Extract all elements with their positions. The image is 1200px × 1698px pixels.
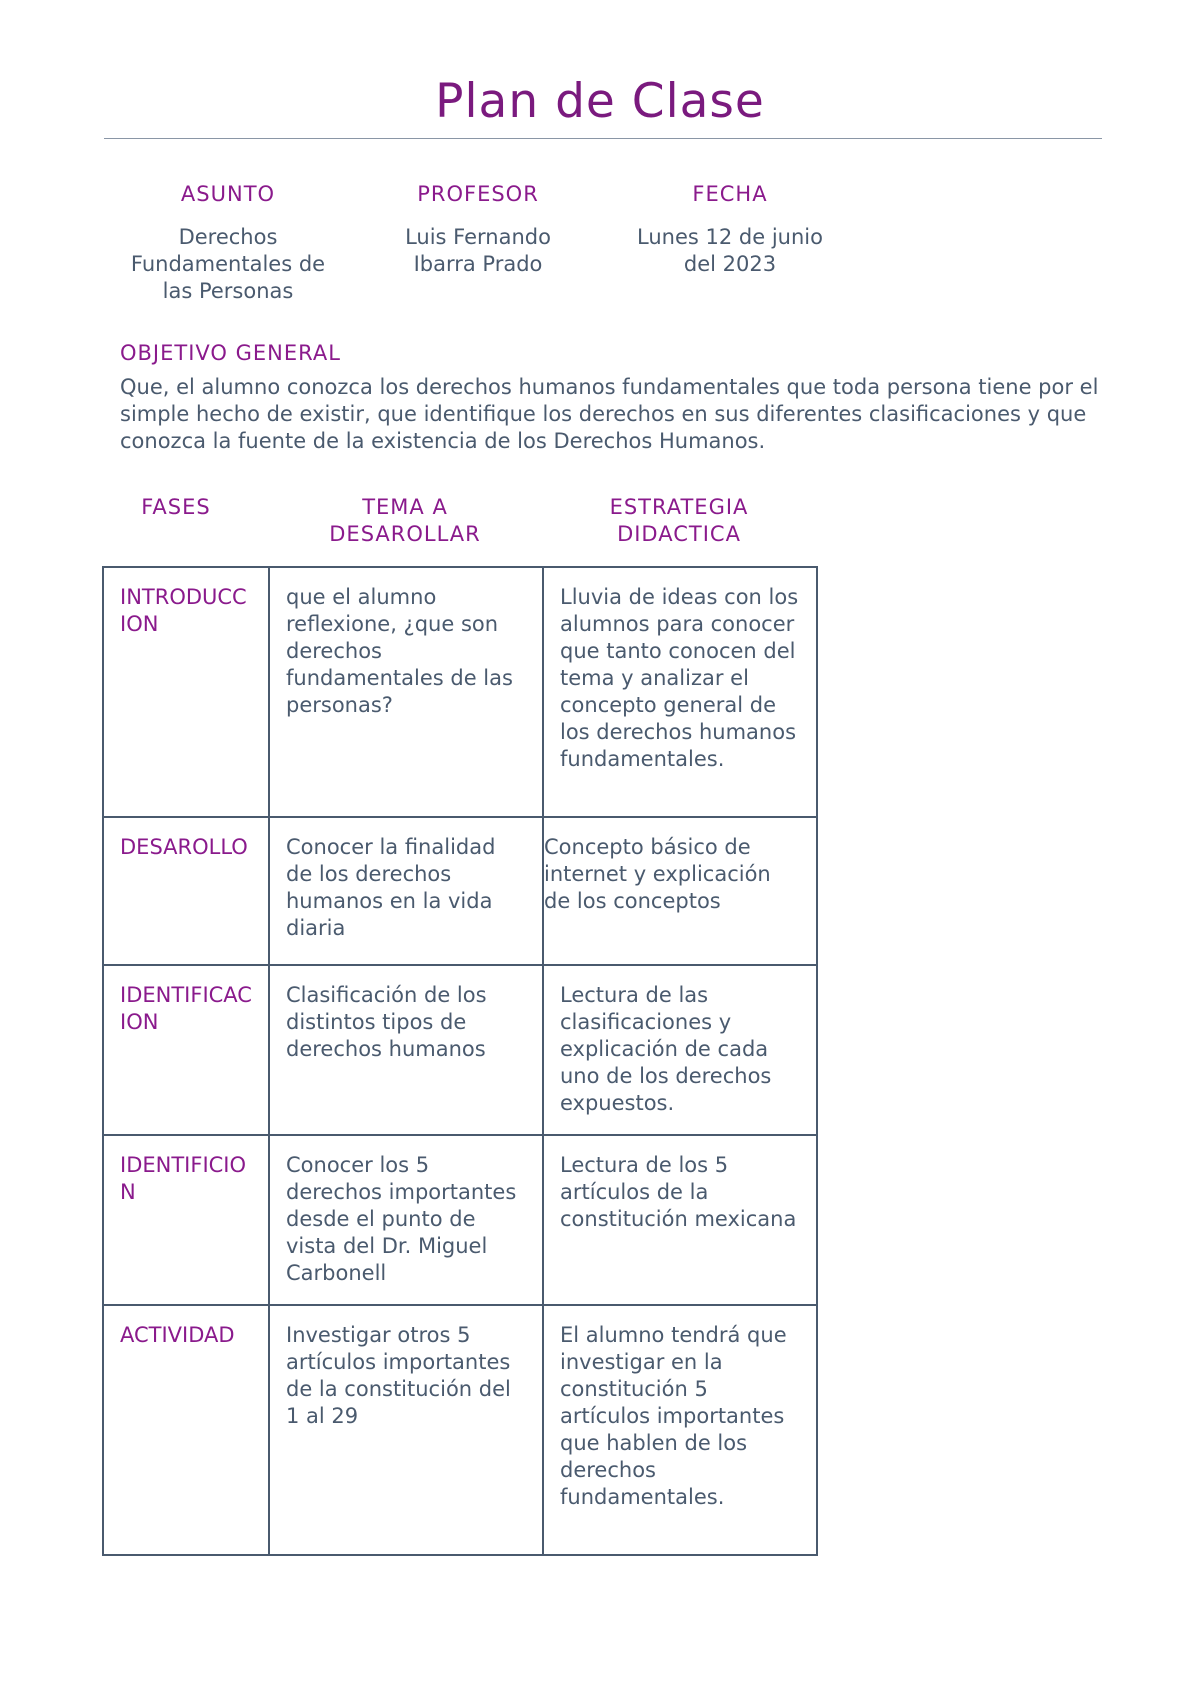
topic-cell: que el alumno reflexione, ¿que son derechos fundamentales de las personas? (269, 567, 543, 817)
column-header-line: DESAROLLAR (329, 522, 481, 546)
phase-cell: IDENTIFICION (103, 1135, 269, 1305)
topic-cell: Conocer la finalidad de los derechos humanos en la vida diaria (269, 817, 543, 965)
objective-text: Que, el alumno conozca los derechos humanos fundamentales que toda persona tiene por el simple hecho de existir, que identifique los derechos en sus diferentes clasificaciones y que conozca la fuente de la existencia de los Derechos Humanos. (120, 375, 1099, 453)
profesor-value-line: Luis Fernando (405, 225, 551, 249)
lesson-plan-table (102, 566, 818, 1556)
column-header-line: DIDACTICA (617, 522, 741, 546)
strategy-cell: Concepto básico de internet y explicación de los conceptos (543, 817, 817, 965)
table-row (103, 567, 817, 817)
strategy-cell: Lectura de las clasificaciones y explicación de cada uno de los derechos expuestos. (543, 965, 817, 1135)
strategy-cell: El alumno tendrá que investigar en la constitución 5 artículos importantes que hablen de los derechos fundamentales. (543, 1305, 817, 1555)
fecha-value-line: Lunes 12 de junio (637, 225, 823, 249)
table-row (103, 817, 817, 965)
fecha-label: FECHA (692, 182, 768, 206)
column-header-tema (268, 494, 542, 548)
objective-heading: OBJETIVO GENERAL (120, 341, 341, 365)
page-title: Plan de Clase (435, 74, 765, 129)
title-divider (104, 138, 1102, 139)
asunto-value-line: Fundamentales de (130, 252, 326, 276)
topic-cell: Clasificación de los distintos tipos de derechos humanos (269, 965, 543, 1135)
meta-profesor (378, 182, 578, 278)
column-header-line: FASES (141, 495, 211, 519)
column-header-line: ESTRATEGIA (609, 495, 749, 519)
topic-cell: Conocer los 5 derechos importantes desde el punto de vista del Dr. Miguel Carbonell (269, 1135, 543, 1305)
profesor-label: PROFESOR (417, 182, 539, 206)
phase-cell: ACTIVIDAD (103, 1305, 269, 1555)
phase-cell: IDENTIFICACION (103, 965, 269, 1135)
asunto-label: ASUNTO (180, 182, 276, 206)
table-row (103, 1135, 817, 1305)
meta-asunto (118, 182, 338, 305)
phase-cell: INTRODUCCION (103, 567, 269, 817)
table-row (103, 965, 817, 1135)
asunto-value-line: Derechos (178, 225, 278, 249)
fecha-value-line: del 2023 (683, 252, 777, 276)
phase-cell: DESAROLLO (103, 817, 269, 965)
column-header-fases (102, 494, 250, 521)
topic-cell: Investigar otros 5 artículos importantes de la constitución del 1 al 29 (269, 1305, 543, 1555)
column-header-estrategia (542, 494, 816, 548)
profesor-value-line: Ibarra Prado (413, 252, 543, 276)
strategy-cell: Lectura de los 5 artículos de la constitución mexicana (543, 1135, 817, 1305)
asunto-value-line: las Personas (162, 279, 294, 303)
meta-fecha (610, 182, 850, 278)
strategy-cell: Lluvia de ideas con los alumnos para conocer que tanto conocen del tema y analizar el concepto general de los derechos humanos fundamentales. (543, 567, 817, 817)
column-header-line: TEMA A (362, 495, 448, 519)
table-row (103, 1305, 817, 1555)
